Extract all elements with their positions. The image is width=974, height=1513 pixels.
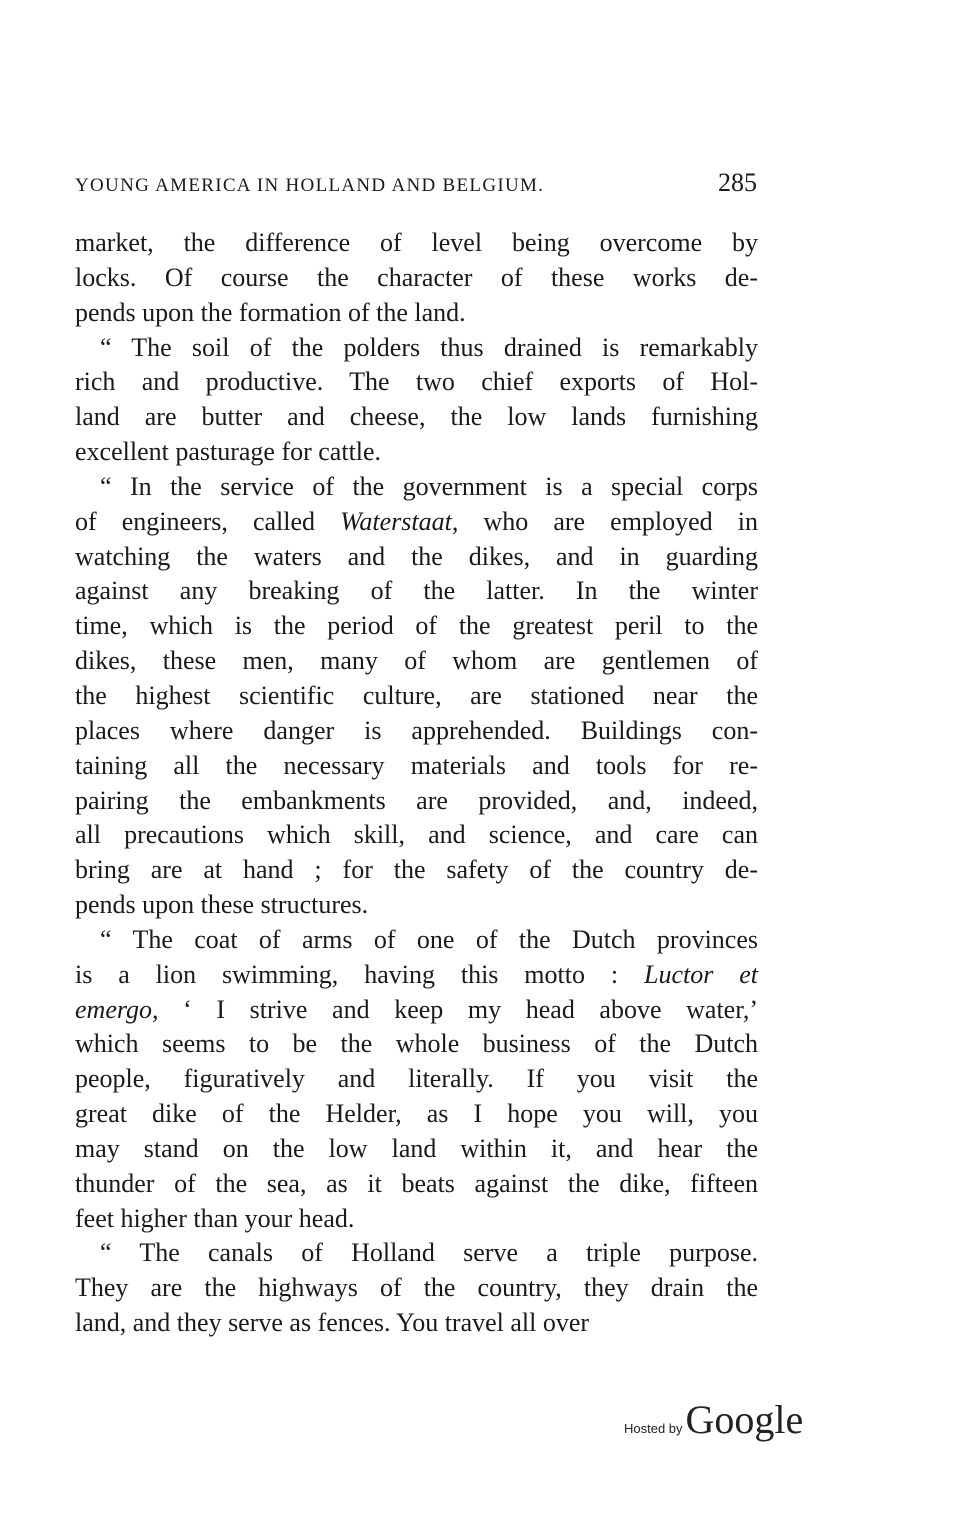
text-segment: ‘ I strive and keep my head above water,’ (158, 994, 758, 1024)
text-line: thunder of the sea, as it beats against the dike, fifteen (75, 1168, 758, 1198)
google-logo: Google (685, 1397, 804, 1442)
text-line: which seems to be the whole business of the Dutch (75, 1029, 758, 1059)
running-header (75, 168, 757, 198)
text-line: “ The coat of arms of one of the Dutch provinces (100, 924, 758, 954)
text-line: bring are at hand ; for the safety of the country de- (75, 855, 758, 885)
text-line: rich and productive. The two chief exports of Hol- (75, 367, 758, 397)
text-line: watching the waters and the dikes, and in guarding (75, 541, 758, 571)
text-line: They are the highways of the country, they drain the (75, 1273, 758, 1303)
text-line: people, figuratively and literally. If you visit the (75, 1064, 758, 1094)
text-line (75, 505, 758, 540)
hosted-by-google-watermark (624, 1396, 803, 1443)
text-line: “ The canals of Holland serve a triple purpose. (100, 1238, 758, 1268)
text-line: pairing the embankments are provided, and, indeed, (75, 785, 758, 815)
text-line: places where danger is apprehended. Buildings con- (75, 715, 758, 745)
text-segment: of engineers, called (75, 506, 341, 536)
text-line: market, the difference of level being overcome by (75, 228, 758, 257)
text-line: excellent pasturage for cattle. (75, 437, 382, 467)
text-line: great dike of the Helder, as I hope you will, you (75, 1099, 758, 1129)
text-line: “ The soil of the polders thus drained is remarkably (100, 332, 758, 362)
text-line: feet higher than your head. (75, 1203, 355, 1233)
text-line: pends upon these structures. (75, 890, 369, 920)
text-line (75, 958, 758, 993)
page-number: 285 (718, 168, 757, 197)
body-text (75, 226, 758, 1341)
italic-text: emergo, (75, 994, 159, 1024)
text-line: land, and they serve as fences. You travel all over (75, 1308, 590, 1338)
text-line: “ In the service of the government is a special corps (100, 471, 758, 501)
text-line: locks. Of course the character of these works de- (75, 262, 758, 292)
text-line: pends upon the formation of the land. (75, 297, 466, 327)
text-segment: is a lion swimming, having this motto : (75, 959, 644, 989)
text-line: dikes, these men, many of whom are gentlemen of (75, 646, 758, 676)
text-line: may stand on the low land within it, and hear the (75, 1133, 758, 1163)
running-title: YOUNG AMERICA IN HOLLAND AND BELGIUM. (75, 175, 545, 196)
text-line: land are butter and cheese, the low lands furnishing (75, 402, 758, 432)
text-line (75, 993, 758, 1028)
text-line: time, which is the period of the greatest peril to the (75, 611, 758, 641)
hosted-by-label: Hosted by (624, 1421, 683, 1436)
italic-text: Waterstaat, (340, 506, 459, 536)
text-line: the highest scientific culture, are stationed near the (75, 680, 758, 710)
italic-text: Luctor et (644, 959, 758, 989)
text-segment: who are employed in (458, 506, 758, 536)
text-line: all precautions which skill, and science, and care can (75, 820, 758, 850)
text-line: against any breaking of the latter. In the winter (75, 576, 758, 606)
text-line: taining all the necessary materials and tools for re- (75, 750, 758, 780)
